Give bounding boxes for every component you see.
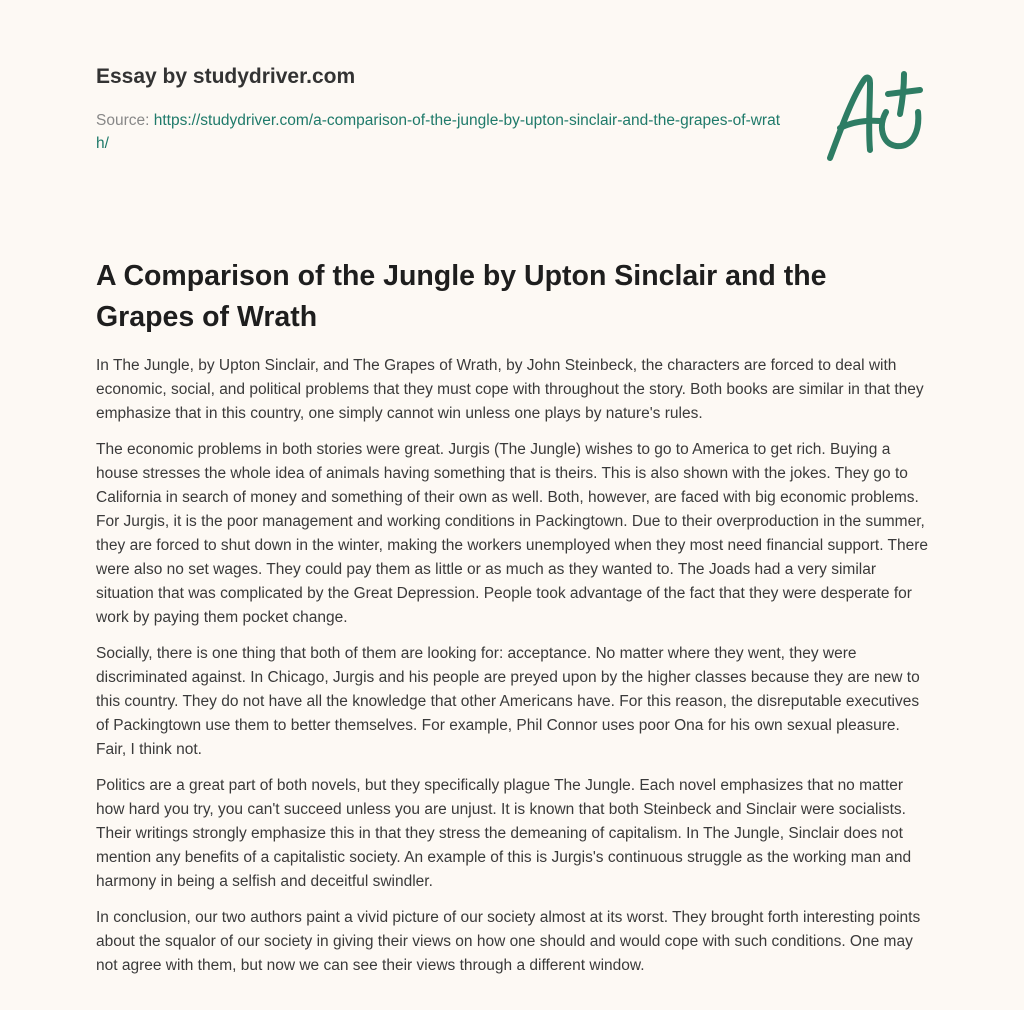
site-title: Essay by studydriver.com [96,65,356,88]
source-link[interactable]: https://studydriver.com/a-comparison-of-the-jungle-by-upton-sinclair-and-the-grapes-of-wrath/ [96,112,781,152]
essay-paragraph: In The Jungle, by Upton Sinclair, and The Grapes of Wrath, by John Steinbeck, the characters are forced to deal with economic, social, and political problems that they must cope with throughout the story. Both books are similar in that they emphasize that in this country, one simply cannot win unless one plays by nature's rules. [96,357,924,422]
a-plus-logo-graphic [820,66,930,166]
essay-paragraph: In conclusion, our two authors paint a vivid picture of our society almost at its worst. They brought forth interesting points about the squalor of our society in giving their views on how one should and would cope with such conditions. One may not agree with them, but now we can see their views through a different window. [96,909,921,974]
essay-paragraph: Politics are a great part of both novels, but they specifically plague The Jungle. Each novel emphasizes that no matter how hard you try, you can't succeed unless you are unjust. It is known that both Steinbeck and Sinclair were socialists. Their writings strongly emphasize this in that they stress the demeaning of capitalism. In The Jungle, Sinclair does not mention any benefits of a capitalistic society. An example of this is Jurgis's continuous struggle as the working man and harmony in being a selfish and deceitful swindler. [96,777,912,890]
source-label: Source: [96,112,154,129]
essay-title: A Comparison of the Jungle by Upton Sinclair and the Grapes of Wrath [96,260,827,333]
essay-body [96,354,928,990]
page-header [96,64,796,155]
source-line [96,109,786,155]
essay-paragraph: The economic problems in both stories were great. Jurgis (The Jungle) wishes to go to America to get rich. Buying a house stresses the whole idea of animals having something that is theirs. This is also shown with the jokes. They go to California in search of money and something of their own as well. Both, however, are faced with big economic problems. For Jurgis, it is the poor management and working conditions in Packingtown. Due to their overproduction in the summer, they are forced to shut down in the winter, making the workers unemployed when they most need financial support. There were also no set wages. They could pay them as little or as much as they wanted to. The Joads had a very similar situation that was complicated by the Great Depression. People took advantage of the fact that they were desperate for work by paying them pocket change. [96,441,929,626]
a-plus-grade-logo-icon [820,66,930,166]
essay-paragraph: Socially, there is one thing that both of them are looking for: acceptance. No matter where they went, they were discriminated against. In Chicago, Jurgis and his people are preyed upon by the higher classes because they are new to this country. They do not have all the knowledge that other Americans have. For this reason, the disreputable executives of Packingtown use them to better themselves. For example, Phil Connor uses poor Ona for his own sexual pleasure. Fair, I think not. [96,645,920,758]
